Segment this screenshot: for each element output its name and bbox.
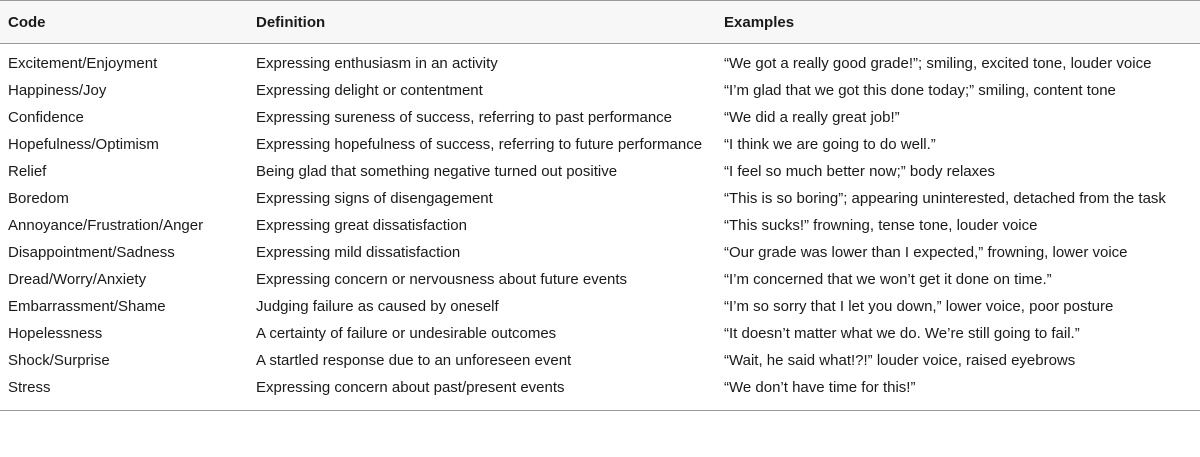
table-row <box>0 131 1200 158</box>
cell-example: “This sucks!” frowning, tense tone, louder voice <box>724 217 1038 234</box>
cell-code: Relief <box>8 163 47 180</box>
header-definition: Definition <box>248 1 716 44</box>
cell-example: “Our grade was lower than I expected,” frowning, lower voice <box>724 244 1128 261</box>
cell-definition: Expressing concern about past/present events <box>248 374 716 411</box>
cell-example: “We don’t have time for this!” <box>716 374 1200 411</box>
cell-code: Shock/Surprise <box>8 352 110 369</box>
table-row <box>0 266 1200 293</box>
cell-code: Boredom <box>8 190 69 207</box>
cell-code: Hopelessness <box>8 325 103 342</box>
table-row <box>0 158 1200 185</box>
table-row <box>0 374 1200 411</box>
cell-definition: Expressing great dissatisfaction <box>256 217 467 234</box>
cell-code: Stress <box>0 374 248 411</box>
cell-definition: Expressing enthusiasm in an activity <box>256 55 498 72</box>
cell-code: Annoyance/Frustration/Anger <box>8 217 204 234</box>
cell-example: “Wait, he said what!?!” louder voice, raised eyebrows <box>724 352 1076 369</box>
cell-code: Disappointment/Sadness <box>8 244 175 261</box>
cell-definition: A certainty of failure or undesirable outcomes <box>256 325 557 342</box>
header-code: Code <box>0 1 248 44</box>
table-row <box>0 293 1200 320</box>
table-row <box>0 212 1200 239</box>
cell-example: “I’m glad that we got this done today;” smiling, content tone <box>724 82 1116 99</box>
table-header <box>0 1 1200 44</box>
cell-example: “This is so boring”; appearing uninterested, detached from the task <box>724 190 1166 207</box>
cell-definition: Expressing sureness of success, referring to past performance <box>256 109 673 126</box>
table-row <box>0 44 1200 78</box>
cell-example: “I feel so much better now;” body relaxes <box>724 163 995 180</box>
cell-definition: Being glad that something negative turned out positive <box>256 163 618 180</box>
cell-code: Happiness/Joy <box>8 82 107 99</box>
cell-definition: Judging failure as caused by oneself <box>256 298 499 315</box>
cell-example: “We did a really great job!” <box>724 109 900 126</box>
cell-code: Embarrassment/Shame <box>8 298 166 315</box>
cell-code: Dread/Worry/Anxiety <box>8 271 147 288</box>
table-row <box>0 239 1200 266</box>
table-row <box>0 320 1200 347</box>
header-examples: Examples <box>716 1 1200 44</box>
table-row <box>0 77 1200 104</box>
table-body <box>0 44 1200 411</box>
table-row <box>0 104 1200 131</box>
cell-example: “It doesn’t matter what we do. We’re still going to fail.” <box>724 325 1080 342</box>
cell-definition: Expressing mild dissatisfaction <box>256 244 461 261</box>
header-row <box>0 1 1200 44</box>
cell-definition: Expressing delight or contentment <box>256 82 483 99</box>
cell-example: “I think we are going to do well.” <box>724 136 936 153</box>
cell-code: Hopefulness/Optimism <box>8 136 159 153</box>
table-row <box>0 185 1200 212</box>
cell-code: Excitement/Enjoyment <box>8 55 158 72</box>
cell-code: Confidence <box>8 109 84 126</box>
cell-definition: Expressing concern or nervousness about future events <box>256 271 628 288</box>
cell-definition: Expressing hopefulness of success, referring to future performance <box>256 136 703 153</box>
cell-example: “We got a really good grade!”; smiling, excited tone, louder voice <box>724 55 1152 72</box>
cell-definition: A startled response due to an unforeseen event <box>256 352 572 369</box>
cell-example: “I’m so sorry that I let you down,” lower voice, poor posture <box>724 298 1114 315</box>
cell-example: “I’m concerned that we won’t get it done on time.” <box>724 271 1052 288</box>
cell-definition: Expressing signs of disengagement <box>256 190 493 207</box>
table-row <box>0 347 1200 374</box>
